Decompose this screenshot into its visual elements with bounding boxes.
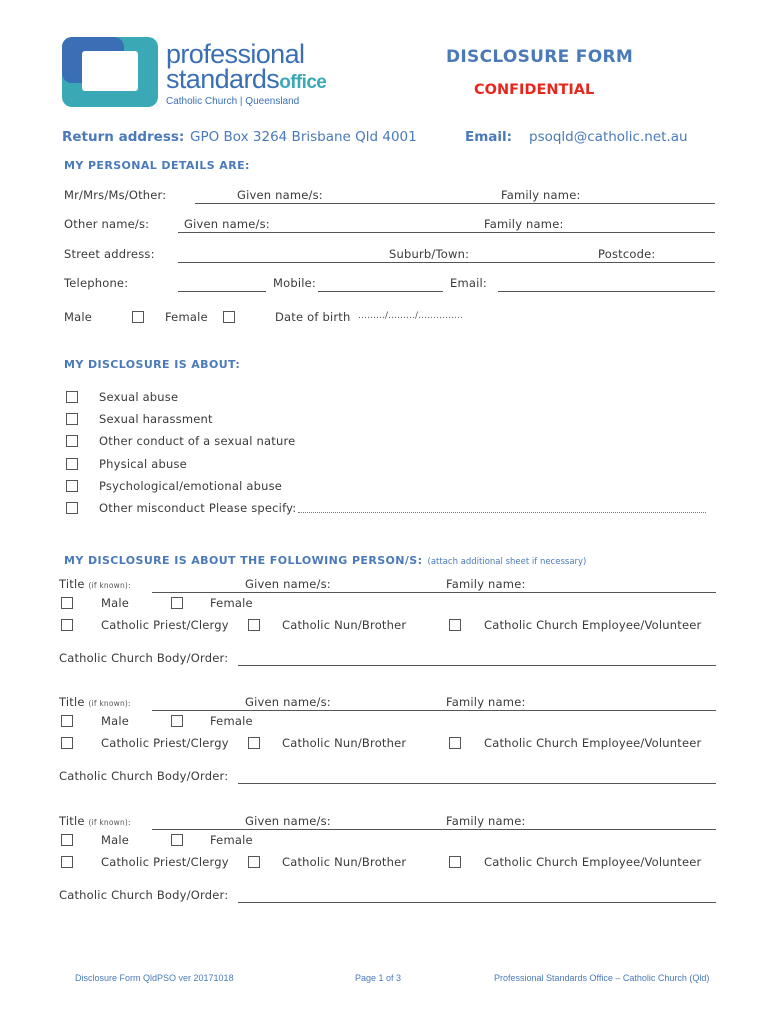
person-employee-checkbox[interactable] [449, 619, 461, 631]
physical-abuse-checkbox[interactable] [66, 458, 78, 470]
footer-left: Disclosure Form QldPSO ver 20171018 [75, 973, 234, 983]
other-given-label: Given name/s: [184, 217, 270, 231]
person-body-label: Catholic Church Body/Order: [59, 769, 229, 783]
other-family-label: Family name: [484, 217, 564, 231]
title-field[interactable] [195, 203, 715, 204]
person-priest-label: Catholic Priest/Clergy [101, 736, 229, 750]
person-nun-checkbox[interactable] [248, 619, 260, 631]
return-address-value: GPO Box 3264 Brisbane Qld 4001 [190, 129, 417, 145]
person-block-3 [0, 814, 770, 914]
family-name-label: Family name: [501, 188, 581, 202]
person-employee-label: Catholic Church Employee/Volunteer [484, 618, 702, 632]
dob-field[interactable]: ………/………/…………… [358, 311, 464, 321]
person-priest-checkbox[interactable] [61, 619, 73, 631]
person-nun-checkbox[interactable] [248, 737, 260, 749]
suburb-label: Suburb/Town: [389, 247, 470, 261]
logo-line1: professional [166, 39, 305, 69]
sexual-harassment-label: Sexual harassment [99, 412, 213, 426]
person-block-1 [0, 577, 770, 677]
logo-tagline: Catholic Church | Queensland [166, 96, 300, 107]
personal-details-heading: MY PERSONAL DETAILS ARE: [64, 159, 250, 172]
logo-line2: standards [166, 64, 280, 94]
persons-note: (attach additional sheet if necessary) [427, 557, 587, 567]
physical-abuse-label: Physical abuse [99, 457, 187, 471]
sexual-abuse-checkbox[interactable] [66, 391, 78, 403]
person-female-checkbox[interactable] [171, 597, 183, 609]
person-nun-label: Catholic Nun/Brother [282, 618, 407, 632]
person-male-label: Male [101, 833, 130, 847]
person-body-label: Catholic Church Body/Order: [59, 651, 229, 665]
footer-page-number: Page 1 of 3 [355, 973, 402, 983]
person-female-label: Female [210, 833, 253, 847]
return-email-label: Email: [465, 129, 513, 145]
return-email-value: psoqld@catholic.net.au [529, 129, 688, 145]
sexual-abuse-label: Sexual abuse [99, 390, 179, 404]
person-priest-label: Catholic Priest/Clergy [101, 618, 229, 632]
logo [62, 37, 342, 109]
telephone-label: Telephone: [64, 276, 129, 290]
title-text: Title [59, 695, 85, 709]
person-employee-label: Catholic Church Employee/Volunteer [484, 736, 702, 750]
street-address-label: Street address: [64, 247, 155, 261]
other-sexual-conduct-checkbox[interactable] [66, 435, 78, 447]
if-known-text: (if known): [88, 818, 131, 827]
other-names-field[interactable] [178, 232, 715, 233]
logo-line2b: office [279, 72, 327, 93]
person-given-label: Given name/s: [245, 695, 331, 709]
email-label: Email: [450, 276, 487, 290]
person-name-field[interactable] [152, 592, 716, 593]
person-nun-checkbox[interactable] [248, 856, 260, 868]
return-address-label: Return address: [62, 129, 185, 145]
other-sexual-conduct-label: Other conduct of a sexual nature [99, 434, 296, 448]
person-male-checkbox[interactable] [61, 597, 73, 609]
telephone-field[interactable] [178, 291, 266, 292]
other-misconduct-field[interactable] [298, 512, 706, 513]
person-body-field[interactable] [238, 783, 716, 784]
psychological-abuse-checkbox[interactable] [66, 480, 78, 492]
person-employee-label: Catholic Church Employee/Volunteer [484, 855, 702, 869]
person-nun-label: Catholic Nun/Brother [282, 855, 407, 869]
male-label: Male [64, 310, 93, 324]
person-name-field[interactable] [152, 829, 716, 830]
male-checkbox[interactable] [132, 311, 144, 323]
confidential-label: CONFIDENTIAL [474, 82, 595, 98]
person-body-field[interactable] [238, 902, 716, 903]
person-given-label: Given name/s: [245, 577, 331, 591]
persons-heading [64, 549, 586, 568]
person-title-label [59, 577, 131, 591]
person-priest-label: Catholic Priest/Clergy [101, 855, 229, 869]
person-employee-checkbox[interactable] [449, 737, 461, 749]
person-given-label: Given name/s: [245, 814, 331, 828]
if-known-text: (if known): [88, 581, 131, 590]
person-block-2 [0, 695, 770, 795]
other-misconduct-checkbox[interactable] [66, 502, 78, 514]
other-names-label: Other name/s: [64, 217, 150, 231]
person-female-label: Female [210, 714, 253, 728]
title-label: Mr/Mrs/Ms/Other: [64, 188, 167, 202]
title-text: Title [59, 577, 85, 591]
logo-mark [62, 37, 158, 107]
dob-label: Date of birth [275, 310, 351, 324]
street-address-field[interactable] [178, 262, 715, 263]
person-male-label: Male [101, 714, 130, 728]
postcode-label: Postcode: [598, 247, 656, 261]
form-title: DISCLOSURE FORM [446, 47, 634, 67]
person-male-checkbox[interactable] [61, 715, 73, 727]
person-male-label: Male [101, 596, 130, 610]
given-name-label: Given name/s: [237, 188, 323, 202]
female-checkbox[interactable] [223, 311, 235, 323]
person-priest-checkbox[interactable] [61, 856, 73, 868]
person-nun-label: Catholic Nun/Brother [282, 736, 407, 750]
mobile-label: Mobile: [273, 276, 316, 290]
if-known-text: (if known): [88, 699, 131, 708]
psychological-abuse-label: Psychological/emotional abuse [99, 479, 283, 493]
person-priest-checkbox[interactable] [61, 737, 73, 749]
email-field[interactable] [498, 291, 715, 292]
title-text: Title [59, 814, 85, 828]
other-misconduct-label: Other misconduct Please specify: [99, 501, 297, 515]
persons-heading-text: MY DISCLOSURE IS ABOUT THE FOLLOWING PERSON/S: [64, 554, 423, 567]
person-body-label: Catholic Church Body/Order: [59, 888, 229, 902]
person-title-label [59, 695, 131, 709]
person-female-label: Female [210, 596, 253, 610]
person-male-checkbox[interactable] [61, 834, 73, 846]
person-female-checkbox[interactable] [171, 834, 183, 846]
female-label: Female [165, 310, 208, 324]
mobile-field[interactable] [318, 291, 443, 292]
sexual-harassment-checkbox[interactable] [66, 413, 78, 425]
person-family-label: Family name: [446, 814, 526, 828]
person-female-checkbox[interactable] [171, 715, 183, 727]
person-name-field[interactable] [152, 710, 716, 711]
person-employee-checkbox[interactable] [449, 856, 461, 868]
person-body-field[interactable] [238, 665, 716, 666]
person-family-label: Family name: [446, 695, 526, 709]
footer-right: Professional Standards Office – Catholic Church (Qld) [494, 973, 710, 983]
person-title-label [59, 814, 131, 828]
disclosure-about-heading: MY DISCLOSURE IS ABOUT: [64, 358, 241, 371]
person-family-label: Family name: [446, 577, 526, 591]
